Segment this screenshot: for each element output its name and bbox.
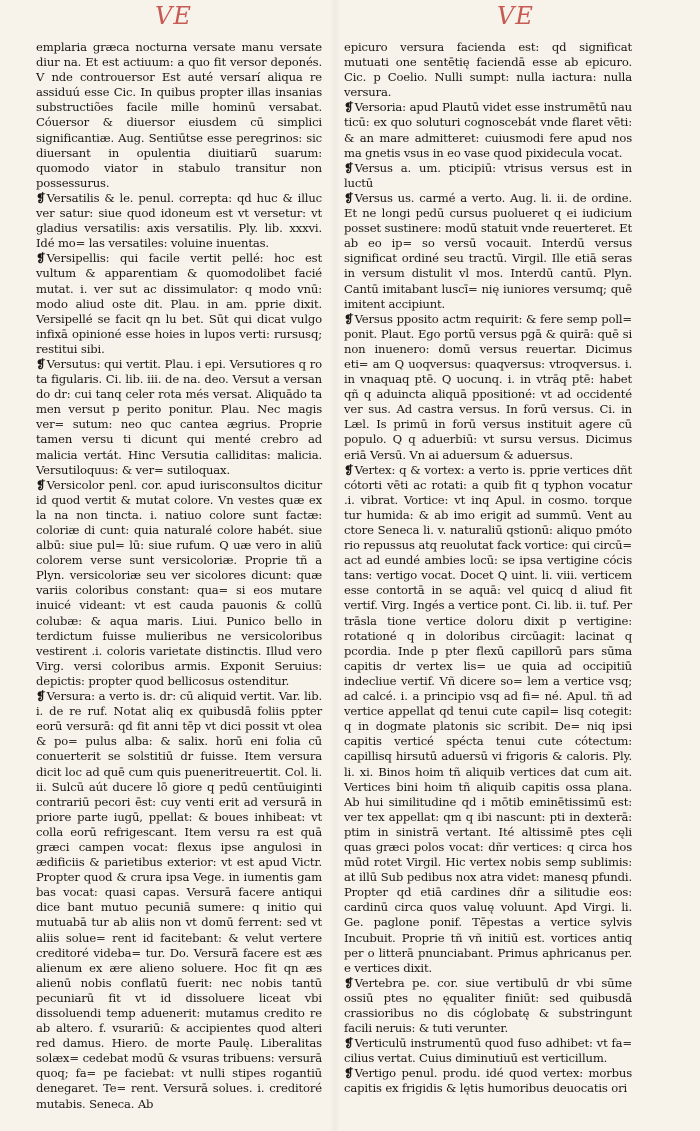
- paragraph-mark-icon: ❡: [36, 251, 46, 266]
- paragraph-mark-icon: ❡: [344, 1066, 354, 1081]
- entry-vertebra: ❡Vertebra pe. cor. siue vertibulū dr vbi sūme ossiū ptes no ęqualiter finiūt: sed quibusdā crassioribus no dis cóglobatę & substringunt facili neruis: & tuti verunter.: [344, 975, 632, 1036]
- entry-versura-cont: epicuro versura facienda est: qd significat mutuati one sentētię faciendā esse ab epicuro. Cic. p Coelio. Nulli sumpt: nulla iactura: nulla versura.: [344, 40, 632, 100]
- handwritten-annotation-right: VE: [497, 2, 534, 30]
- entry-versus-participium: ❡Versus a. um. pticipiū: vtrisus versus est in luctū: [344, 160, 632, 190]
- entry-versus-praepositio: ❡Versus pposito actm requirit: & fere semp poll= ponit. Plaut. Ego portū versus pgā & quirā: quē si non inuenero: domū versus reuertar. Dicimus eti= am Q uoqversus: quaqversus: vtroqversus. i. in vnaquaq ptē. Q uocunq. i. in vtrāq ptē: habet qñ q aduincta aliquā ppositioné: vt ad occidenté ver sus. Ad castra versus. In forū versus. Ci. in Læl. Is primū in forū versus instituit agere cū populo. Q q aduerbiū: vt sursu versus. Dicimus eriā Versū. Vn ai aduersum & aduersus.: [344, 311, 632, 462]
- paragraph-mark-icon: ❡: [36, 689, 46, 704]
- paragraph-mark-icon: ❡: [344, 975, 354, 990]
- paragraph-mark-icon: ❡: [36, 356, 46, 371]
- entry-versus-carmen: ❡Versus us. carmé a verto. Aug. li. ii. de ordine. Et ne longi pedū cursus puolueret q ei iudicium posset sustinere: modū statuit vnde reuerteret. Et ab eo ip= so versū vocauit. Interdū versus significat ordiné seu tractū. Virgil. Ille etiā seras in versum distulit vl mos. Interdū cantū. Plyn. Cantū imitabant luscī= nię iuniores versumq; quē imitent accipiunt.: [344, 190, 632, 311]
- entry-versura: ❡Versura: a verto is. dr: cū aliquid vertit. Var. lib. i. de re ruf. Notat aliq ex quibusdā foliis ppter eorū versurā: qd fit anni tēp vt dici possit vt olea & po= pulus alba: & salix. horū eni folia cū conuerterit se solstitiū dr fuisse. Item versura dicit loc ad quē cum quis pueneritreuertit. Col. li. ii. Sulcū aút ducere lō giore q pedū centūuiginti contrariū pecori ēst: cuy venti erit ad versurā in priore parte iugū, ppellat: & boues inhibeat: vt colla eorū refrigescant. Item versu ra est quā græci campen vocat: flexus ipse angulosi in ædificiis & parietibus exterior: vt est apud Victr. Propter quod & crura ipsa Vege. in iumentis gam bas vocat: quasi capas. Versurā facere antiqui dice bant mutuo pecuniā sumere: q initio qui mutuabā tur ab aliis non vt domū ferrent: sed vt aliis solue= rent id facitebant: & velut vertere creditoré videba= tur. Do. Versurā facere est æs alienum ex ære alieno soluere. Hoc fit qn æs alienū nobis conflatū fuerit: nec nobis tantū pecuniarū fit vt id dissoluere liceat vbi dissoluendi temp aduenerit: mutamus credito re ab altero. f. vsurariū: & accipientes quod alteri red damus. Hiero. de morte Paulę. Liberalitas solæx= cedebat modū & vsuras tribuens: versurā quoq; fa= pe faciebat: vt nulli stipes rogantiū denegaret. Te= rent. Versurā solues. i. creditoré mutabis. Seneca. Ab: [36, 689, 322, 1111]
- entry-vertex: ❡Vertex: q & vortex: a verto is. pprie vertices dñt cótorti vēti ac rotati: a quib fit q typhon vocatur .i. vibrat. Vortice: vt inq Apul. in cosmo. torque tur humida: & ab imo erigit ad summū. Vent au ctore Seneca li. v. naturaliū qstionū: aliquo pmóto rio repussus atq reuolutat fack vortice: qui circū= act ad eundé ambies locū: se ipsa vertigine cócis tans: vertigo vocat. Docet Q uint. li. viii. verticem esse contortā in se aquā: vel quicq d aliud fit vertif. Virg. Ingés a vertice pont. Ci. lib. ii. tuf. Per trāsla tione vertice doloru dixit p vertigine: rotationé q in doloribus circūagit: lacinat q pcordia. Inde p pter flexū capillorū pars sūma capitis dr vertex lis= ue quia ad occipitiū indecliue vertif. Vñ dicere so= lem a vertice vsq; ad calcé. i. a principio vsq ad fi= né. Apul. tñ ad vertice appellat qd tenui cute capil= lisq cotegit: q in dogmate platonis sic scribit. De= niq ipsi capitis verticé spécta tenui cute cótectum: capillisq hirsutū aduersū vi frigoris & caloris. Ply. li. xi. Binos hoim tñ aliquib vertices dat cum ait. Vertices bini hoim tñ aliquib capitis ossa plana. Ab hui similitudine qd i mōtib eminētissimū est: ver tex appellat: qm q ibi nascunt: pti in dexterā: ptim in sinistrā vertant. Ité altissimē ptes cęli quas græci polos vocat: dñr vertices: q circa hos mūd rotet Virgil. Hic vertex nobis semp sublimis: at illū Sub pedibus nox atra videt: manesq pfundi. Propter qd etiā cardines dñr a silitudie eos: cardinū circa quos valuę voluunt. Apd Virgi. li. Ge. paglone ponif. Tēpestas a vertice sylvis Incubuit. Proprie tñ vñ initiū est. vortices antiq per o litterā pnunciabant. Primus aphricanus per. e vertices dixit.: [344, 462, 632, 975]
- entry-versatus: emplaria græca nocturna versate manu versate diur na. Et est actiuum: a quo fit versor deponés. V nde controuersor Est auté versarí aliqua re assiduú esse Cic. In quibus propter illas insanias substructiões facile mille hominū versabat. Cóuersor & diuersor eiusdem cū simplici significantiæ. Aug. Sentiūtse esse peregrinos: sic diuersant in opulentia diuitiarū suarum: quomodo viator in stabulo transitur non possessurus.: [36, 40, 322, 190]
- paragraph-mark-icon: ❡: [344, 1036, 354, 1051]
- entry-versatilis: ❡Versatilis & le. penul. correpta: qd huc & illuc ver satur: siue quod idoneum est vt versetur: vt gladius versatilis: axis versatilis. Ply. lib. xxxvi. Idé mo= las versatiles: voluine inuentas.: [36, 190, 322, 251]
- paragraph-mark-icon: ❡: [36, 190, 46, 205]
- paragraph-mark-icon: ❡: [344, 160, 354, 175]
- entry-verticulum: ❡Verticulū instrumentū quod fuso adhibet: vt fa= cilius vertat. Cuius diminutiuū est verticillum.: [344, 1036, 632, 1066]
- entry-versicolor: ❡Versicolor penl. cor. apud iurisconsultos dicitur id quod vertit & mutat colore. Vn vestes quæ ex la na non tincta. i. natiuo colore sunt factæ: coloriæ di cunt: quia naturalé colore habét. siue albū: siue pul= lū: siue rufum. Q uæ vero in aliū colorem verse sunt versicoloriæ. Proprie tñ a Plyn. versicoloriæ seu ver sicolores dicunt: quæ variis coloribus constant: qua= si eos mutare inuicé videant: vt est cauda pauonis & collū colubæ: & aqua maris. Liui. Punico bello in terdictum fuisse mulieribus ne versicoloribus vestirent .i. coloris varietate distinctis. Illud vero Virg. versi coloribus armis. Exponit Seruius: depictis: propter quod bellicosus ostenditur.: [36, 477, 322, 688]
- paragraph-mark-icon: ❡: [344, 190, 354, 205]
- left-text-column: [36, 40, 322, 1112]
- entry-versipellis: ❡Versipellis: qui facile vertit pellé: hoc est vultum & apparentiam & quomodolibet facié mutat. i. ver sut ac dissimulator: q modo vnū: modo aliud oste dit. Plau. in am. pprie dixit. Versipellé se facit qn lu bet. Sūt qui dicat vulgo infixā opinioné esse hoies in lupos verti: rursusq; restitui sibi.: [36, 251, 322, 356]
- paragraph-mark-icon: ❡: [344, 311, 354, 326]
- page-gutter: [330, 0, 340, 1131]
- handwritten-annotation-left: VE: [155, 2, 192, 30]
- entry-versoria: ❡Versoria: apud Plautū videt esse instrumētū nau ticū: ex quo soluturi cognoscebát vnde flaret vēti: & an mare admitteret: cuiusmodi fere apud nos ma gnetis vsus in eo vase quod pixidecula vocat.: [344, 100, 632, 160]
- paragraph-mark-icon: ❡: [344, 100, 354, 115]
- paragraph-mark-icon: ❡: [36, 477, 46, 492]
- right-text-column: [344, 40, 632, 1097]
- entry-versutus: ❡Versutus: qui vertit. Plau. i epi. Versutiores q ro ta figularis. Ci. lib. iii. de na. deo. Versut a versan do dr: cui tanq celer rota més versat. Aliquādo ta men versut p perito ponitur. Plau. Nec magis ver= sutum: neo quc cantea ægrius. Proprie tamen versu ti dicunt qui menté crebro ad malicia vertát. Hinc Versutia calliditas: malicia. Versutiloquus: & ver= sutiloquax.: [36, 356, 322, 477]
- entry-vertigo: ❡Vertigo penul. produ. idé quod vertex: morbus capitis ex frigidis & lętis humoribus deuocatis ori: [344, 1066, 632, 1096]
- paragraph-mark-icon: ❡: [344, 462, 354, 477]
